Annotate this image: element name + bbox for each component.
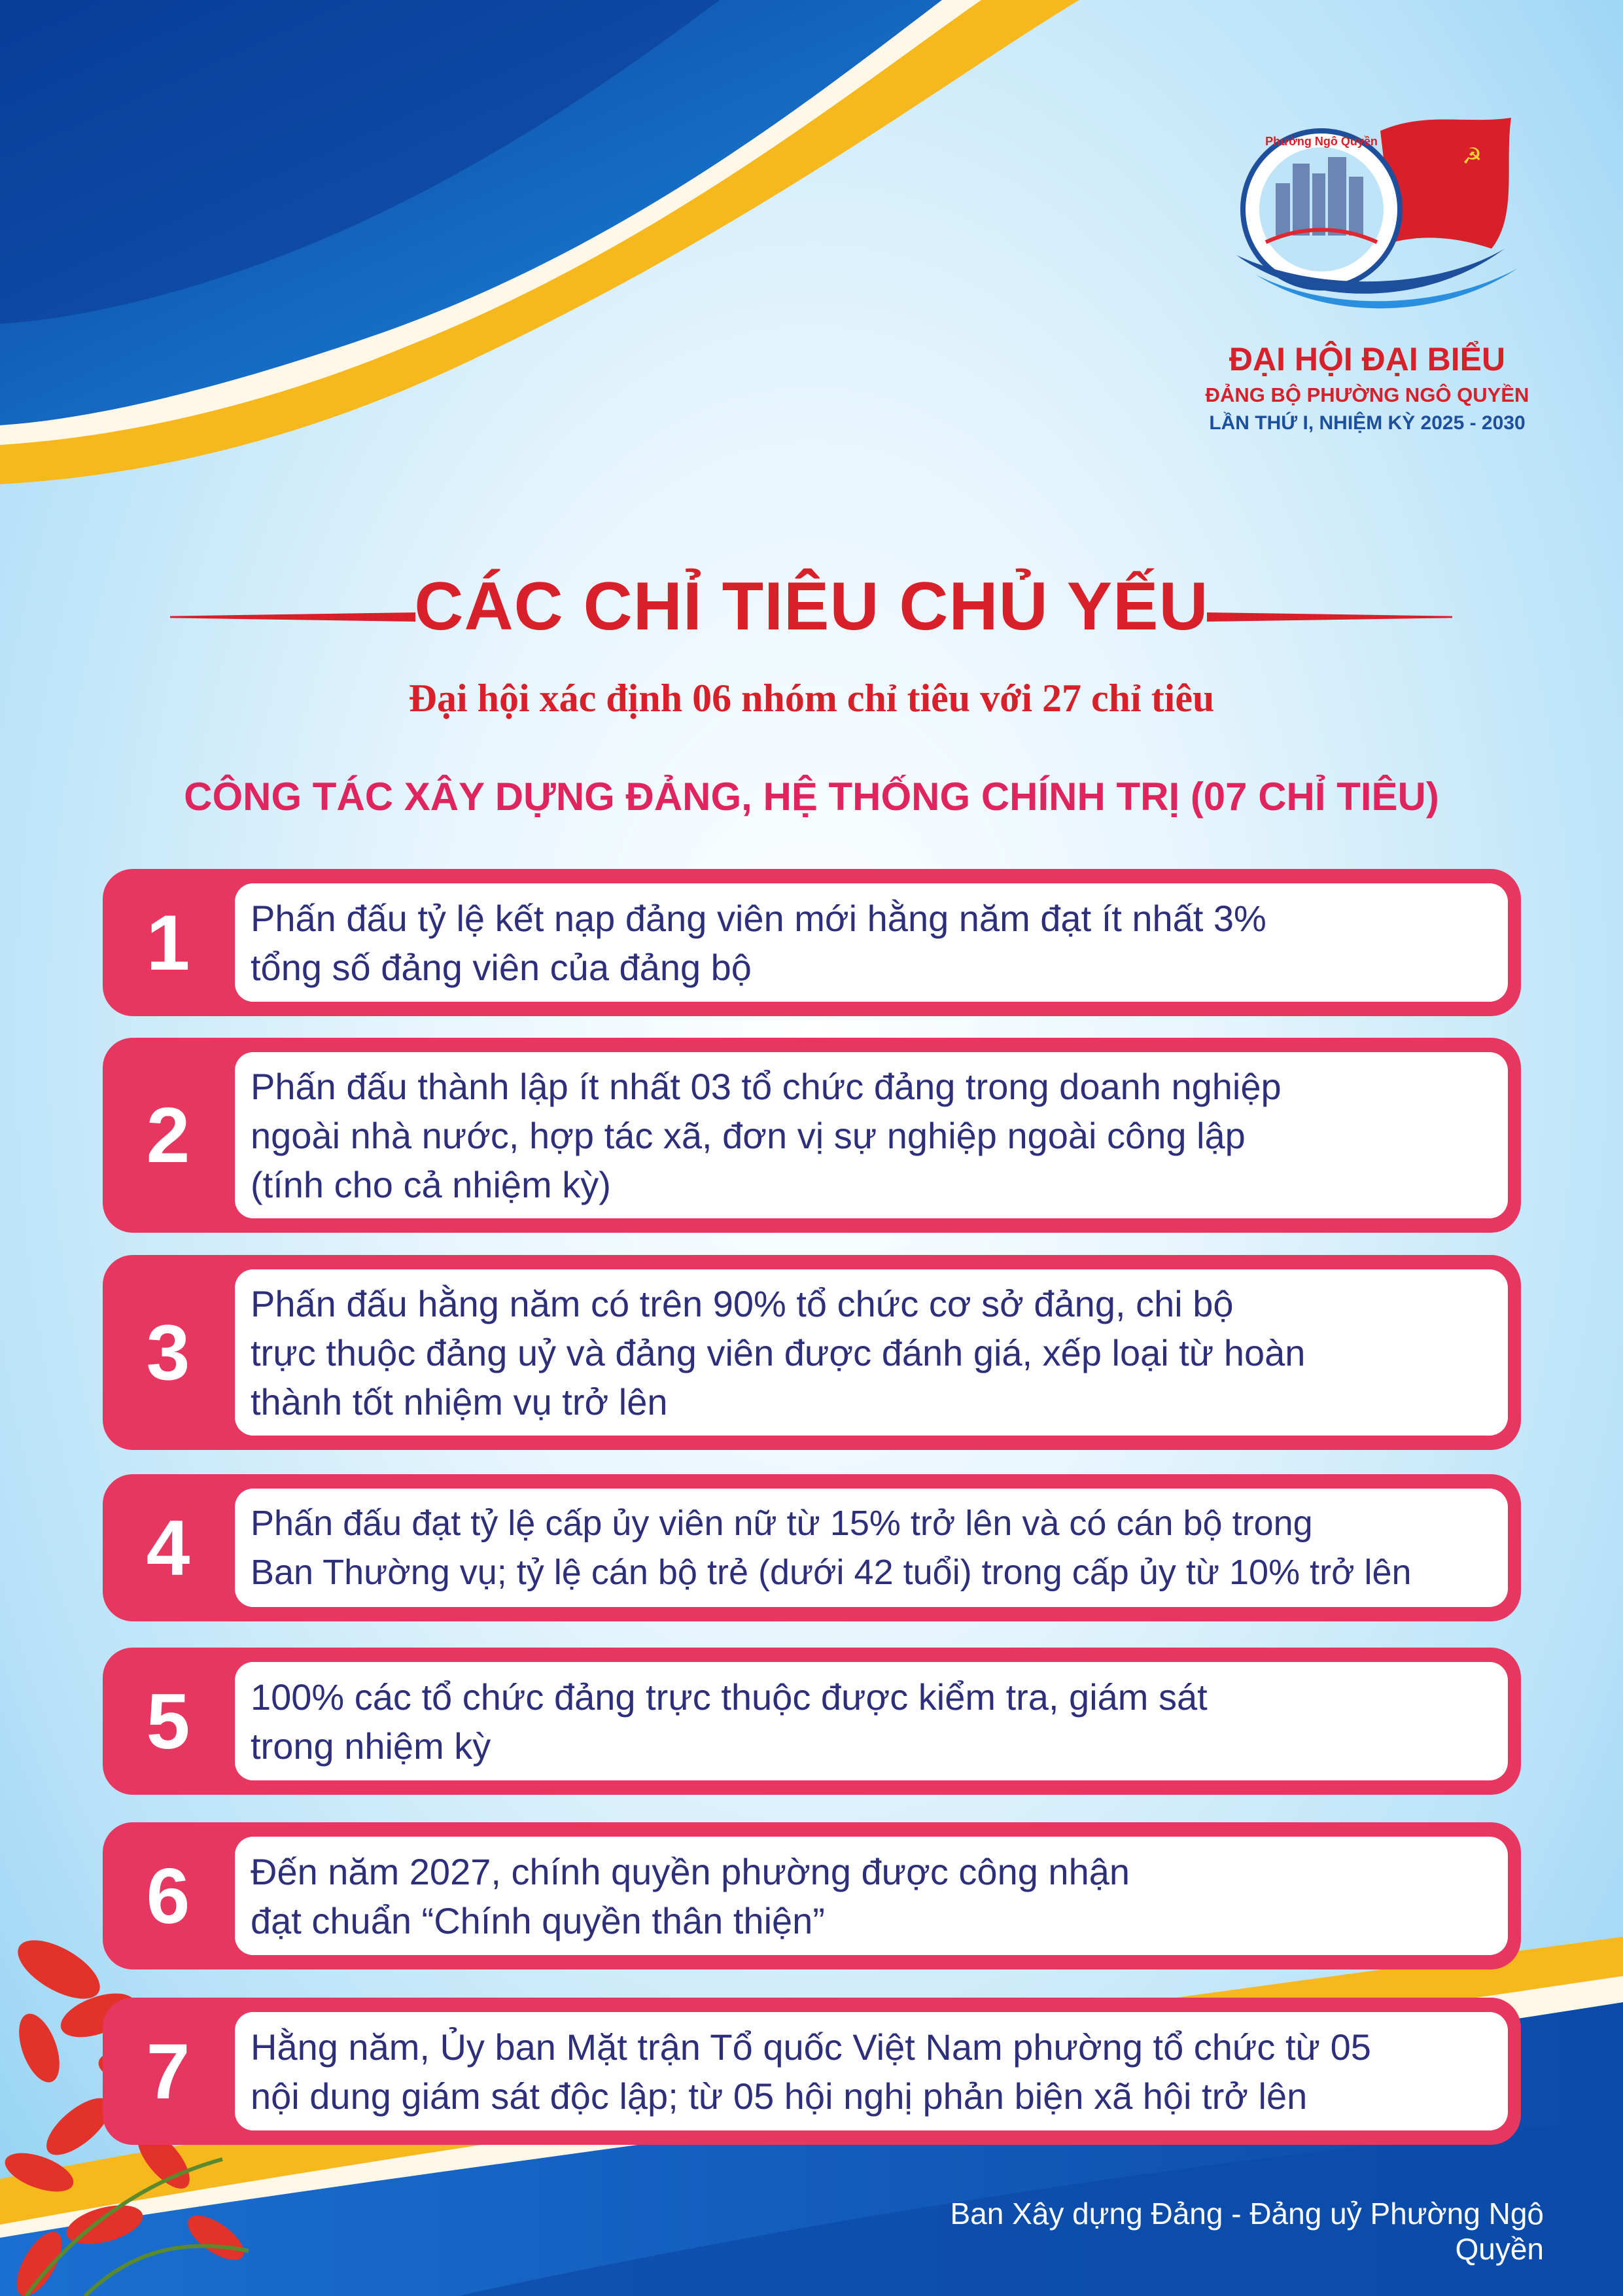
page-subtitle: Đại hội xác định 06 nhóm chỉ tiêu với 27 chỉ tiêu (408, 677, 1215, 720)
target-text: 100% các tổ chức đảng trực thuộc được kiểm tra, giám sát trong nhiệm kỳ (251, 1676, 1208, 1767)
logo-title: ĐẠI HỘI ĐẠI BIỂU (1229, 341, 1506, 378)
target-number: 1 (146, 898, 190, 987)
footer-credit: Ban Xây dựng Đảng - Đảng uỷ Phường Ngô Quyền (950, 2197, 1544, 2266)
target-item (103, 1255, 1521, 1450)
congress-logo (1230, 111, 1531, 334)
target-number: 6 (146, 1852, 190, 1940)
logo-ring-text: Phường Ngô Quyền (1265, 135, 1378, 148)
target-item (103, 1648, 1521, 1795)
svg-text:☭: ☭ (1462, 143, 1482, 169)
target-text: Phấn đấu tỷ lệ kết nạp đảng viên mới hằng năm đạt ít nhất 3% tổng số đảng viên của đảng bộ (251, 897, 1266, 988)
section-heading: CÔNG TÁC XÂY DỰNG ĐẢNG, HỆ THỐNG CHÍNH TRỊ (07 CHỈ TIÊU) (184, 775, 1439, 819)
target-number: 2 (146, 1091, 190, 1179)
target-text: Phấn đấu thành lập ít nhất 03 tổ chức đảng trong doanh nghiệp ngoài nhà nước, hợp tác xã, đơn vị sự nghiệp ngoài công lập (tính cho cả nhiệm kỳ) (251, 1065, 1282, 1205)
logo-subtitle: ĐẢNG BỘ PHƯỜNG NGÔ QUYỀN (1205, 383, 1529, 406)
target-item (103, 869, 1521, 1016)
target-item (103, 1998, 1521, 2145)
target-text: Phấn đấu hằng năm có trên 90% tổ chức cơ sở đảng, chi bộ trực thuộc đảng uỷ và đảng viên được đánh giá, xếp loại từ hoàn thành tốt nhiệm vụ trở lên (251, 1282, 1306, 1422)
target-item (103, 1474, 1521, 1621)
target-item (103, 1038, 1521, 1233)
target-text: Đến năm 2027, chính quyền phường được công nhận đạt chuẩn “Chính quyền thân thiện” (251, 1850, 1130, 1941)
target-number: 7 (146, 2027, 190, 2115)
target-item (103, 1822, 1521, 1969)
target-number: 4 (146, 1504, 190, 1592)
logo-term: LẦN THỨ I, NHIỆM KỲ 2025 - 2030 (1209, 412, 1526, 434)
page-title: CÁC CHỈ TIÊU CHỦ YẾU (414, 569, 1209, 645)
target-text: Hằng năm, Ủy ban Mặt trận Tổ quốc Việt Nam phường tổ chức từ 05 nội dung giám sát độc lập; từ 05 hội nghị phản biện xã hội trở lên (251, 2026, 1371, 2117)
target-number: 5 (146, 1677, 190, 1765)
target-number: 3 (146, 1309, 190, 1396)
target-text: Phấn đấu đạt tỷ lệ cấp ủy viên nữ từ 15% trở lên và có cán bộ trong Ban Thường vụ; tỷ lệ cán bộ trẻ (dưới 42 tuổi) trong cấp ủy từ 10% trở lên (251, 1503, 1412, 1592)
